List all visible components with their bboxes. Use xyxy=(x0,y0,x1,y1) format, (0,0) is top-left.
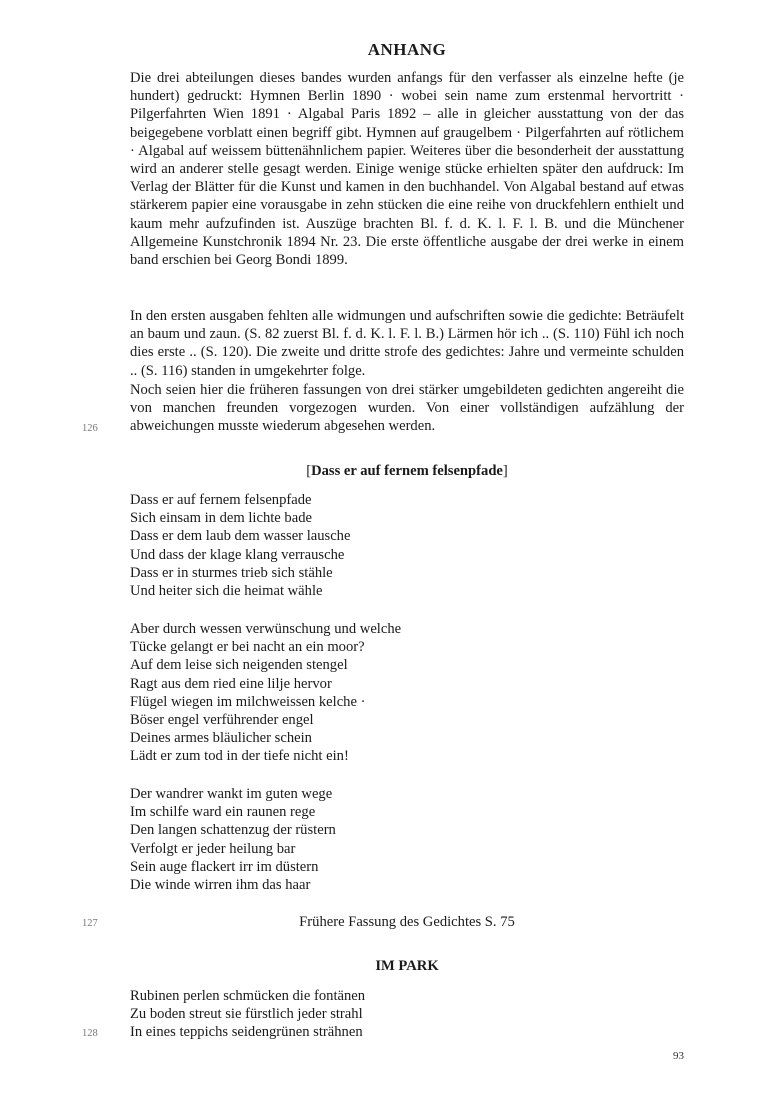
page-number: 93 xyxy=(673,1050,684,1062)
verse-line: Der wandrer wankt im guten wege xyxy=(130,786,333,802)
verse-line: Böser engel verführender engel xyxy=(130,712,314,729)
verse-line: Verfolgt er jeder heilung bar xyxy=(130,840,296,857)
verse-line: Ragt aus dem ried eine lilje hervor xyxy=(130,675,332,692)
verse-line: Rubinen perlen schmücken die fontänen xyxy=(130,988,366,1004)
verse-line: Im schilfe ward ein raunen rege xyxy=(130,804,316,821)
verse-line: Die winde wirren ihm das haar xyxy=(130,877,311,894)
verse-line: Aber durch wessen verwünschung und welche xyxy=(130,621,402,637)
poem1-title: Dass er auf fernem felsenpfade xyxy=(311,463,503,479)
verse-line: Zu boden streut sie fürstlich jeder strahl xyxy=(130,1006,363,1023)
poem2-heading xyxy=(130,957,684,975)
verse-line: Tücke gelangt er bei nacht an ein moor? xyxy=(130,639,365,656)
verse-line: Dass er auf fernem felsenpfade xyxy=(130,492,312,508)
margin-number-126: 126 xyxy=(82,423,98,434)
bracket-open: [ xyxy=(306,463,312,479)
margin-number-128: 128 xyxy=(82,1028,98,1039)
earlier-version-caption: Frühere Fassung des Gedichtes S. 75 xyxy=(299,914,515,930)
poem1-heading xyxy=(130,462,684,480)
verse-line: Deines armes bläulicher schein xyxy=(130,730,312,747)
verse-line: Sein auge flackert irr im düstern xyxy=(130,858,319,875)
bracket-close: ] xyxy=(502,463,508,479)
verse-line: Dass er in sturmes trieb sich stähle xyxy=(130,564,333,581)
verse-line: Und dass der klage klang verrausche xyxy=(130,546,345,563)
margin-number-127: 127 xyxy=(82,918,98,929)
intro-paragraph-1: Die drei abteilungen dieses bandes wurden anfangs für den verfasser als einzelne hefte (je hundert) gedruckt: Hymnen Berlin 1890 · wobei sein name zum erstenmal hervortritt · Pilgerfahrten Wien 1891 · Algabal Paris 1892 – alle in gleicher ausstattung von der das beigegebene vorblatt einen begriff gibt. Hymnen auf graugelbem · Pilgerfahrten auf rötlichem · Algabal auf weissem büttenähnlichem papier. Weiteres über die besonderheit der ausstattung wird an anderer stelle gesagt werden. Einige wenige stücke erhielten später den aufdruck: Im Verlag der Blätter für die Kunst und kamen in den buchhandel. Von Algabal bestand auf etwas stärkerem papier eine vorausgabe in zehn stücken die eine reihe von druckfehlern enthielt und kaum mehr aufzufinden ist. Auszüge brachten Bl. f. d. K. l. F. l. B. und die Münchener Allgemeine Kunstchronik 1894 Nr. 23. Die erste öffentliche ausgabe der drei werke in einem band erschien bei Georg Bondi 1899. xyxy=(130,70,684,269)
poem1-stanza-3 xyxy=(130,785,684,894)
poem1-stanza-1 xyxy=(130,491,684,600)
poem2-stanza-1 xyxy=(130,987,684,1042)
verse-line: Sich einsam in dem lichte bade xyxy=(130,510,312,527)
verse-line: Lädt er zum tod in der tiefe nicht ein! xyxy=(130,748,349,765)
verse-line: Und heiter sich die heimat wähle xyxy=(130,583,323,600)
verse-line: Auf dem leise sich neigenden stengel xyxy=(130,657,348,674)
poem2-title: IM PARK xyxy=(375,958,439,974)
verse-line: Den langen schattenzug der rüstern xyxy=(130,822,336,839)
poem1-stanza-2 xyxy=(130,620,684,766)
page-title: ANHANG xyxy=(367,40,447,59)
verse-line: Dass er dem laub dem wasser lausche xyxy=(130,528,351,545)
verse-line: Flügel wiegen im milchweissen kelche · xyxy=(130,693,366,710)
verse-line: In eines teppichs seidengrünen strähnen xyxy=(130,1024,363,1041)
intro-paragraph-3: Noch seien hier die früheren fassungen von drei stärker umgebildeten gedichten angereiht die von manchen freunden vorgezogen wurden. Von einer vollständigen aufzählung der abweichungen musste wiederum abgesehen werden. xyxy=(130,382,684,435)
intro-paragraph-2: In den ersten ausgaben fehlten alle widmungen und aufschriften sowie die gedichte: Beträufelt an baum und zaun. (S. 82 zuerst Bl. f. d. K. l. F. l. B.) Lärmen hör ich .. (S. 110) Fühl ich noch dies erste .. (S. 120). Die zweite und dritte strofe des gedichtes: Jahre und vermeinte schulden .. (S. 116) standen in umgekehrter folge. xyxy=(130,308,684,379)
